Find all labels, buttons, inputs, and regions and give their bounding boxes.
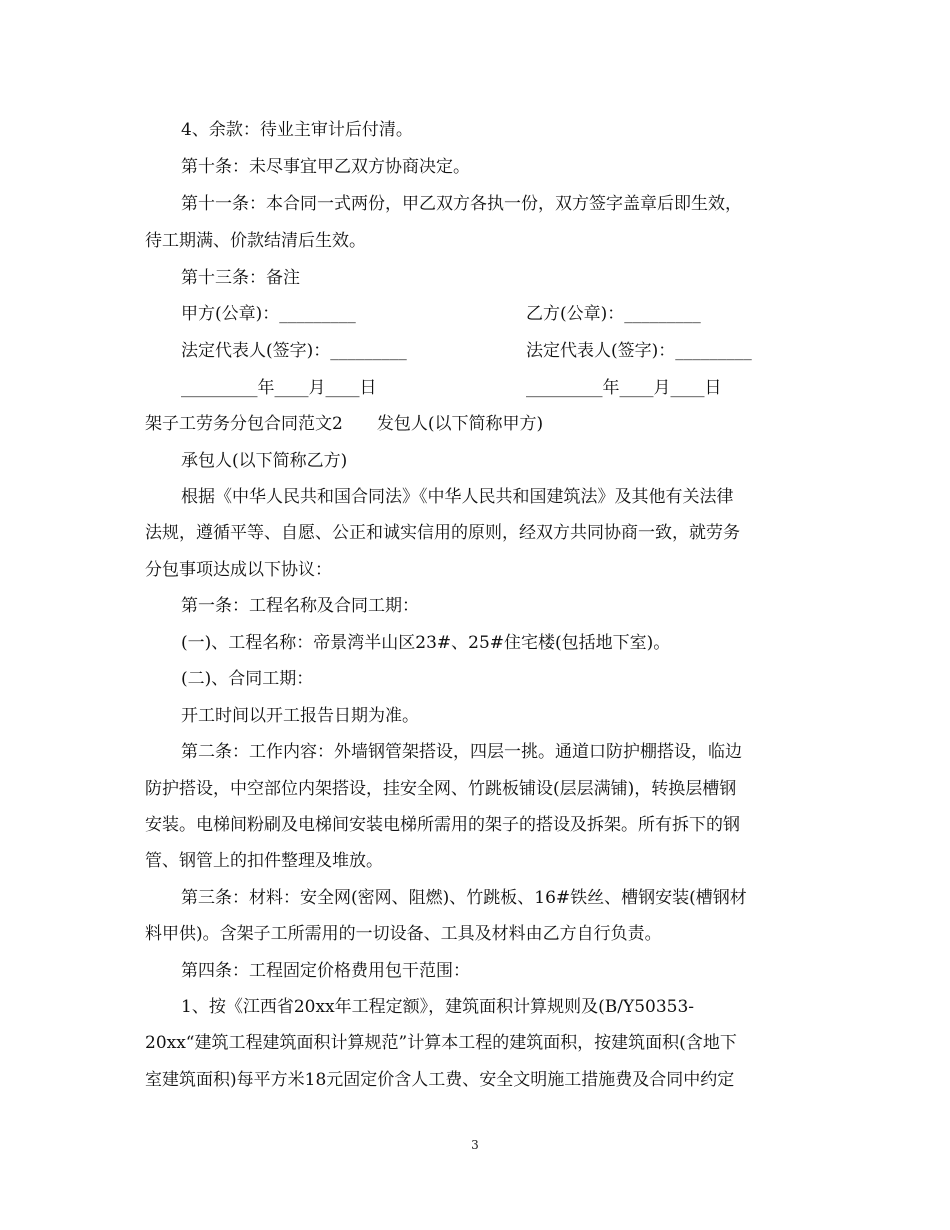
paragraph-line: 第十条：未尽事宜甲乙双方协商决定。 (181, 157, 470, 177)
party-b-seal-field: 乙方(公章)：_________ (526, 304, 701, 324)
page-number: 3 (471, 1138, 479, 1152)
party-a-date-field: _________年____月____日 (181, 378, 377, 398)
party-b-representative-field: 法定代表人(签字)：_________ (526, 341, 752, 361)
party-b-date-field: _________年____月____日 (526, 378, 722, 398)
paragraph-line: 防护搭设，中空部位内架搭设，挂安全网、竹跳板铺设(层层满铺)，转换层槽钢 (145, 779, 737, 799)
paragraph-line: 法规，遵循平等、自愿、公正和诚实信用的原则，经双方共同协商一致，就劳务 (145, 523, 740, 543)
paragraph-line: 第二条：工作内容：外墙钢管架搭设，四层一挑。通道口防护棚搭设，临边 (181, 742, 742, 762)
section-heading: 架子工劳务分包合同范文2 发包人(以下简称甲方) (145, 414, 544, 434)
paragraph-line: 第十三条：备注 (181, 268, 300, 288)
paragraph-line: 承包人(以下简称乙方) (181, 451, 348, 471)
paragraph-line: 第十一条：本合同一式两份，甲乙双方各执一份，双方签字盖章后即生效， (181, 194, 742, 214)
paragraph-line: 根据《中华人民共和国合同法》《中华人民共和国建筑法》及其他有关法律 (181, 487, 734, 507)
paragraph-line: 管、钢管上的扣件整理及堆放。 (145, 851, 383, 871)
paragraph-line: 安装。电梯间粉刷及电梯间安装电梯所需用的架子的搭设及拆架。所有拆下的钢 (145, 815, 740, 835)
paragraph-line: 分包事项达成以下协议： (145, 560, 332, 580)
paragraph-line: (二)、合同工期： (181, 669, 314, 689)
paragraph-line: 料甲供)。含架子工所需用的一切设备、工具及材料由乙方自行负责。 (145, 924, 662, 944)
paragraph-line: 1、按《江西省20xx年工程定额》，建筑面积计算规则及(B/Y50353- (181, 997, 695, 1017)
paragraph-line: 第三条：材料：安全网(密网、阻燃)、竹跳板、16#铁丝、槽钢安装(槽钢材 (181, 888, 747, 908)
paragraph-line: 4、余款：待业主审计后付清。 (181, 120, 413, 140)
paragraph-line: 20xx“建筑工程建筑面积计算规范”计算本工程的建筑面积，按建筑面积(含地下 (145, 1033, 737, 1053)
paragraph-line: 第一条：工程名称及合同工期： (181, 596, 419, 616)
party-a-representative-field: 法定代表人(签字)：_________ (181, 341, 407, 361)
paragraph-line: 室建筑面积)每平方米18元固定价含人工费、安全文明施工措施费及合同中约定 (145, 1070, 735, 1090)
paragraph-line: 待工期满、价款结清后生效。 (145, 231, 366, 251)
party-a-seal-field: 甲方(公章)：_________ (181, 304, 356, 324)
paragraph-line: (一)、工程名称：帝景湾半山区23#、25#住宅楼(包括地下室)。 (181, 633, 671, 653)
paragraph-line: 第四条：工程固定价格费用包干范围： (181, 961, 470, 981)
paragraph-line: 开工时间以开工报告日期为准。 (181, 706, 419, 726)
